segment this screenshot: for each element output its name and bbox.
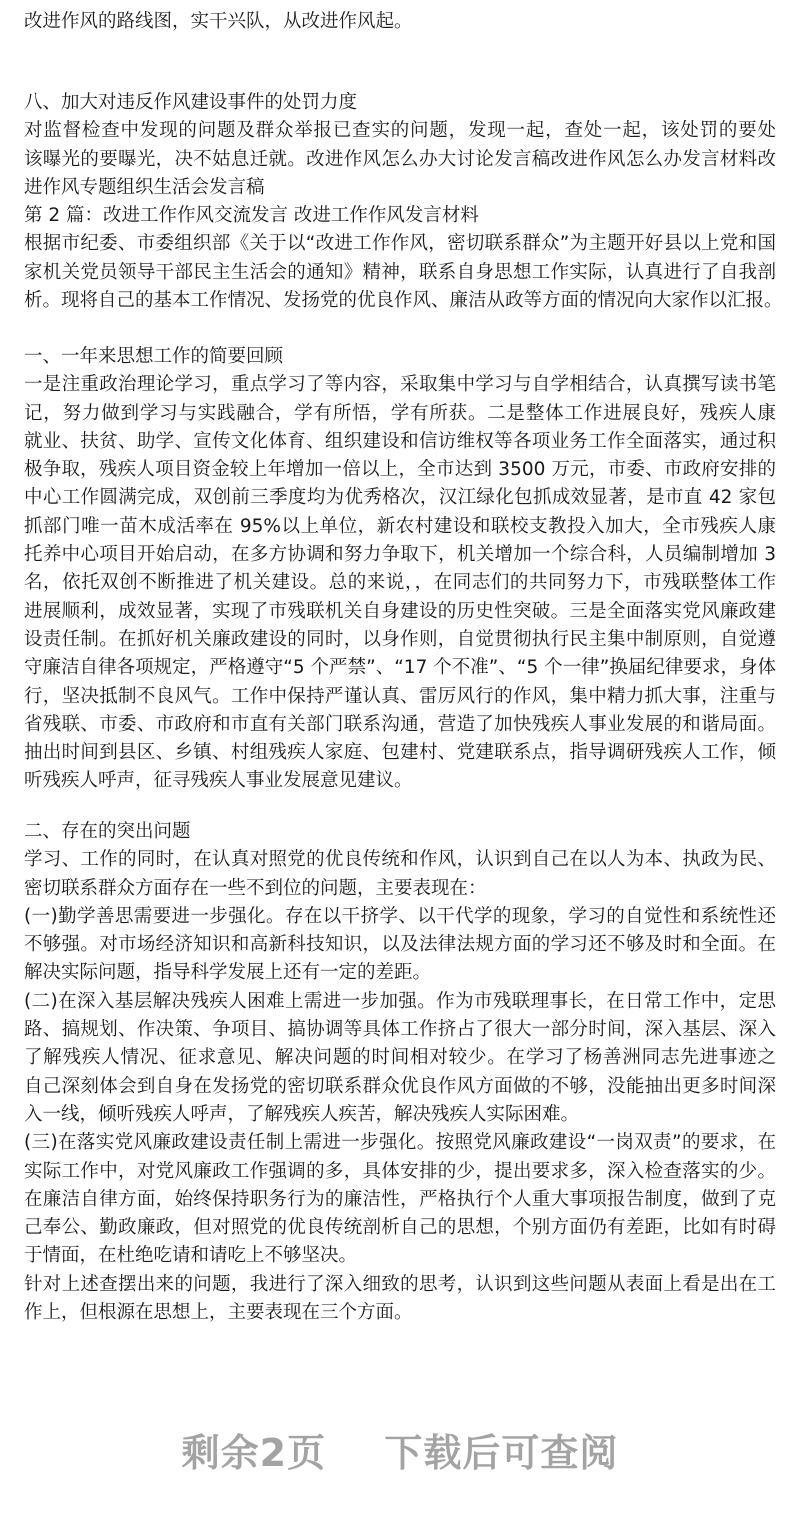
section-problems xyxy=(24,818,776,1327)
text-line: 不够强。对市场经济知识和高新科技知识，以及法律法规方面的学习还不够及时和全面。在 xyxy=(24,934,776,956)
text-line: 第 2 篇：改进工作作风交流发言 改进工作作风发言材料 xyxy=(24,205,479,227)
text-line: (一)勤学善思需要进一步强化。存在以干挤学、以干代学的现象，学习的自觉性和系统性还 xyxy=(24,905,776,927)
text-line: 根据市纪委、市委组织部《关于以“改进工作作风，密切联系群众”为主题开好县以上党和国 xyxy=(24,233,776,255)
text-line: 八、加大对违反作风建设事件的处罚力度 xyxy=(24,92,358,113)
text-line: 抽出时间到县区、乡镇、村组残疾人家庭、包建村、党建联系点，指导调研残疾人工作，倾 xyxy=(24,742,776,764)
text-line: 针对上述查摆出来的问题，我进行了深入细致的思考，认识到这些问题从表面上看是出在工 xyxy=(24,1273,776,1295)
text-line: 守廉洁自律各项规定，严格遵守“5 个严禁”、“17 个不准”、“5 个一律”换届纪律要求，身体 xyxy=(24,657,776,679)
text-line: (三)在落实党风廉政建设责任制上需进一步强化。按照党风廉政建设“一岗双责”的要求，在 xyxy=(24,1132,776,1154)
text-line: 抓部门唯一苗木成活率在 95%以上单位，新农村建设和联校支教投入加大，全市残疾人康 xyxy=(24,515,776,537)
text-line: 行，坚决抵制不良风气。工作中保持严谨认真、雷厉风行的作风，集中精力抓大事，注重与 xyxy=(24,685,776,707)
text-line: 就业、扶贫、助学、宣传文化体育、组织建设和信访维权等各项业务工作全面落实，通过积 xyxy=(24,430,776,452)
text-line: 进作风专题组织生活会发言稿 xyxy=(24,176,265,198)
text-line: 解决实际问题，指导科学发展上还有一定的差距。 xyxy=(24,962,432,984)
paragraph xyxy=(24,1129,776,1270)
text-line: 进展顺利，成效显著，实现了市残联机关自身建设的历史性突破。三是全面落实党风廉政建 xyxy=(24,600,776,622)
text-line: 析。现将自己的基本工作情况、发扬党的优良作风、廉洁从政等方面的情况向大家作以汇报。 xyxy=(24,290,783,312)
text-line: 设责任制。在抓好机关廉政建设的同时，以身作则，自觉贯彻执行民主集中制原则，自觉遵 xyxy=(24,628,776,650)
paragraph-heading xyxy=(24,343,776,371)
text-line: 学习、工作的同时，在认真对照党的优良传统和作风，认识到自己在以人为本、执政为民、 xyxy=(24,849,776,871)
text-line: 记，努力做到学习与实践融合，学有所悟，学有所获。二是整体工作进展良好，残疾人康 xyxy=(24,402,776,424)
text-line: 作上，但根源在思想上，主要表现在三个方面。 xyxy=(24,1302,413,1324)
text-line: 路、搞规划、作决策、争项目、搞协调等具体工作挤占了很大一部分时间，深入基层、深入 xyxy=(24,1019,776,1041)
paragraph-heading xyxy=(24,8,776,36)
remaining-pages-label: 剩余2页 xyxy=(181,1431,327,1475)
text-line: 听残疾人呼声，征寻残疾人事业发展意见建议。 xyxy=(24,770,413,792)
paragraph xyxy=(24,117,776,202)
paragraph-heading xyxy=(24,89,776,117)
section-review xyxy=(24,343,776,796)
section-intro-tail xyxy=(24,8,776,36)
text-line: 入一线，倾听残疾人呼声，了解残疾人疾苦，解决残疾人实际困难。 xyxy=(24,1103,580,1125)
text-line: 了解残疾人情况、征求意见、解决问题的时间相对较少。在学习了杨善洲同志先进事迹之 xyxy=(24,1047,776,1069)
text-line: 中心工作圆满完成，双创前三季度均为优秀格次，汉江绿化包抓成效显著，是市直 42 家包 xyxy=(24,487,776,509)
text-line: 对监督检查中发现的问题及群众举报已查实的问题，发现一起，查处一起，该处罚的要处 xyxy=(24,120,776,142)
text-line: 托养中心项目开始启动，在多方协调和努力争取下，机关增加一个综合科，人员编制增加 3 xyxy=(24,544,776,566)
text-line: 一、一年来思想工作的简要回顾 xyxy=(24,346,284,367)
text-line: (二)在深入基层解决残疾人困难上需进一步加强。作为市残联理事长，在日常工作中，定思 xyxy=(24,990,776,1012)
text-line: 家机关党员领导干部民主生活会的通知》精神，联系自身思想工作实际，认真进行了自我剖 xyxy=(24,261,776,283)
section-eight xyxy=(24,89,783,315)
paragraph xyxy=(24,371,776,795)
text-line: 于情面，在杜绝吃请和请吃上不够坚决。 xyxy=(24,1245,358,1267)
paragraph-heading xyxy=(24,202,776,230)
text-line: 密切联系群众方面存在一些不到位的问题，主要表现在： xyxy=(24,877,487,899)
text-line: 一是注重政治理论学习，重点学习了等内容，采取集中学习与自学相结合，认真撰写读书笔 xyxy=(24,374,776,396)
text-line: 极争取，残疾人项目资金较上年增加一倍以上，全市达到 3500 万元，市委、市政府安排的 xyxy=(24,459,776,481)
text-line: 己奉公、勤政廉政，但对照党的优良传统剖析自己的思想，个别方面仍有差距，比如有时碍 xyxy=(24,1217,776,1239)
text-line: 二、存在的突出问题 xyxy=(24,821,191,842)
download-to-view-label[interactable]: 下载后可查阅 xyxy=(384,1431,619,1475)
paragraph xyxy=(24,846,776,903)
paragraph-heading xyxy=(24,818,776,846)
paragraph xyxy=(24,1271,776,1328)
paragraph xyxy=(24,903,776,988)
text-line: 自己深刻体会到自身在发扬党的密切联系群众优良作风方面做的不够，没能抽出更多时间深 xyxy=(24,1075,776,1097)
paragraph xyxy=(24,230,783,315)
text-line: 实际工作中，对党风廉政工作强调的多，具体安排的少，提出要求多，深入检查落实的少。 xyxy=(24,1160,776,1182)
text-line: 该曝光的要曝光，决不姑息迁就。改进作风怎么办大讨论发言稿改进作风怎么办发言材料改 xyxy=(24,148,776,170)
download-prompt-banner[interactable] xyxy=(0,1422,800,1477)
text-line: 在廉洁自律方面，始终保持职务行为的廉洁性，严格执行个人重大事项报告制度，做到了克 xyxy=(24,1188,776,1210)
text-line: 名，依托双创不断推进了机关建设。总的来说，，在同志们的共同努力下，市残联整体工作 xyxy=(24,572,776,594)
text-line: 省残联、市委、市政府和市直有关部门联系沟通，营造了加快残疾人事业发展的和谐局面。 xyxy=(24,713,776,735)
paragraph xyxy=(24,988,776,1129)
text-line: 改进作风的路线图，实干兴队，从改进作风起。 xyxy=(24,11,413,32)
